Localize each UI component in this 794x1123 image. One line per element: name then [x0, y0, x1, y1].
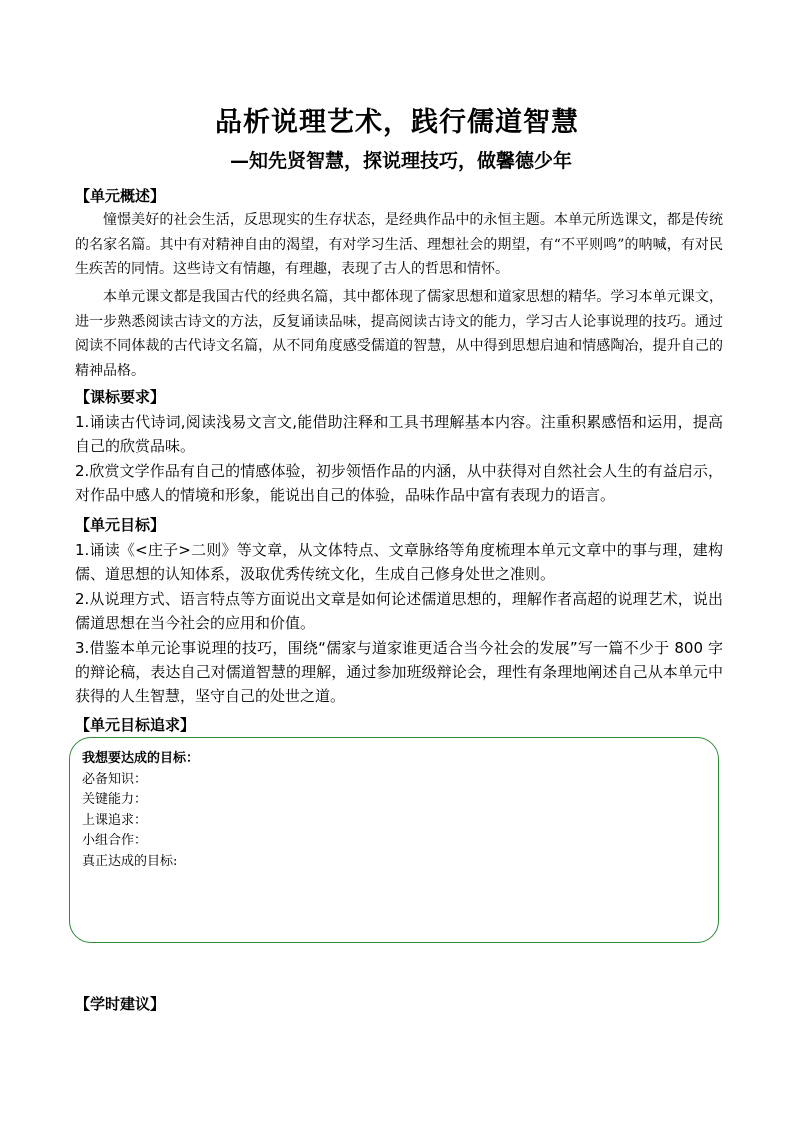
page-subtitle: —知先贤智慧，探说理技巧，做馨德少年: [229, 150, 572, 172]
goals-item-2: 2.从说理方式、语言特点等方面说出文章是如何论述儒道思想的，理解作者高超的说理艺术，说出儒道思想在当今社会的应用和价值。: [75, 590, 723, 632]
goal-pursuit-lines: [82, 749, 199, 872]
goal-line-knowledge: 必备知识：: [82, 771, 148, 787]
page-title: 品析说理艺术，践行儒道智慧: [215, 107, 579, 138]
overview-paragraph-2: 本单元课文都是我国古代的经典名篇，其中都体现了儒家思想和道家思想的精华。学习本单元课文，进一步熟悉阅读古诗文的方法，反复诵读品味，提高阅读古诗文的能力，学习古人论事说理的技巧。通过阅读不同体裁的古代诗文名篇，从不同角度感受儒道的智慧，从中得到思想启迪和情感陶冶，提升自己的精神品格。: [75, 289, 723, 379]
overview-paragraph-1: 憧憬美好的社会生活，反思现实的生存状态，是经典作品中的永恒主题。本单元所选课文，都是传统的名家名篇。其中有对精神自由的渴望，有对学习生活、理想社会的期望，有“不平则鸣”的呐喊，有对民生疾苦的同情。这些诗文有情趣，有理趣，表现了古人的哲思和情怀。: [75, 212, 723, 277]
goal-pursuit-box: [69, 737, 719, 943]
standards-heading: 【课标要求】: [75, 388, 166, 406]
pursuit-heading: 【单元目标追求】: [75, 716, 196, 734]
goals-item-1: 1.诵读《<庄子>二则》等文章，从文体特点、文章脉络等角度梳理本单元文章中的事与理，建构儒、道思想的认知体系，汲取优秀传统文化，生成自己修身处世之准则。: [75, 541, 723, 583]
goal-line-group: 小组合作：: [82, 833, 148, 848]
goals-heading: 【单元目标】: [75, 516, 166, 534]
goal-pursuit-lead: 我想要达成的目标：: [82, 751, 200, 766]
goal-line-ability: 关键能力：: [82, 792, 148, 807]
overview-heading: 【单元概述】: [75, 187, 166, 205]
goal-line-class: 上课追求：: [82, 812, 148, 828]
goal-line-achieved: 真正达成的目标:: [82, 853, 178, 869]
standards-item-2: 2.欣赏文学作品有自己的情感体验，初步领悟作品的内涵，从中获得对自然社会人生的有益启示，对作品中感人的情境和形象，能说出自己的体验，品味作品中富有表现力的语言。: [75, 462, 723, 504]
standards-item-1: 1.诵读古代诗词,阅读浅易文言文,能借助注释和工具书理解基本内容。注重积累感悟和运用，提高自己的欣赏品味。: [75, 413, 723, 455]
goals-item-3: 3.借鉴本单元论事说理的技巧，围绕“儒家与道家谁更适合当今社会的发展”写一篇不少于 800 字的辩论稿，表达自己对儒道智慧的理解，通过参加班级辩论会，理性有条理地阐述自己从本单元中获得的人生智慧，坚守自己的处世之道。: [75, 639, 723, 705]
hours-heading: 【学时建议】: [75, 995, 166, 1013]
